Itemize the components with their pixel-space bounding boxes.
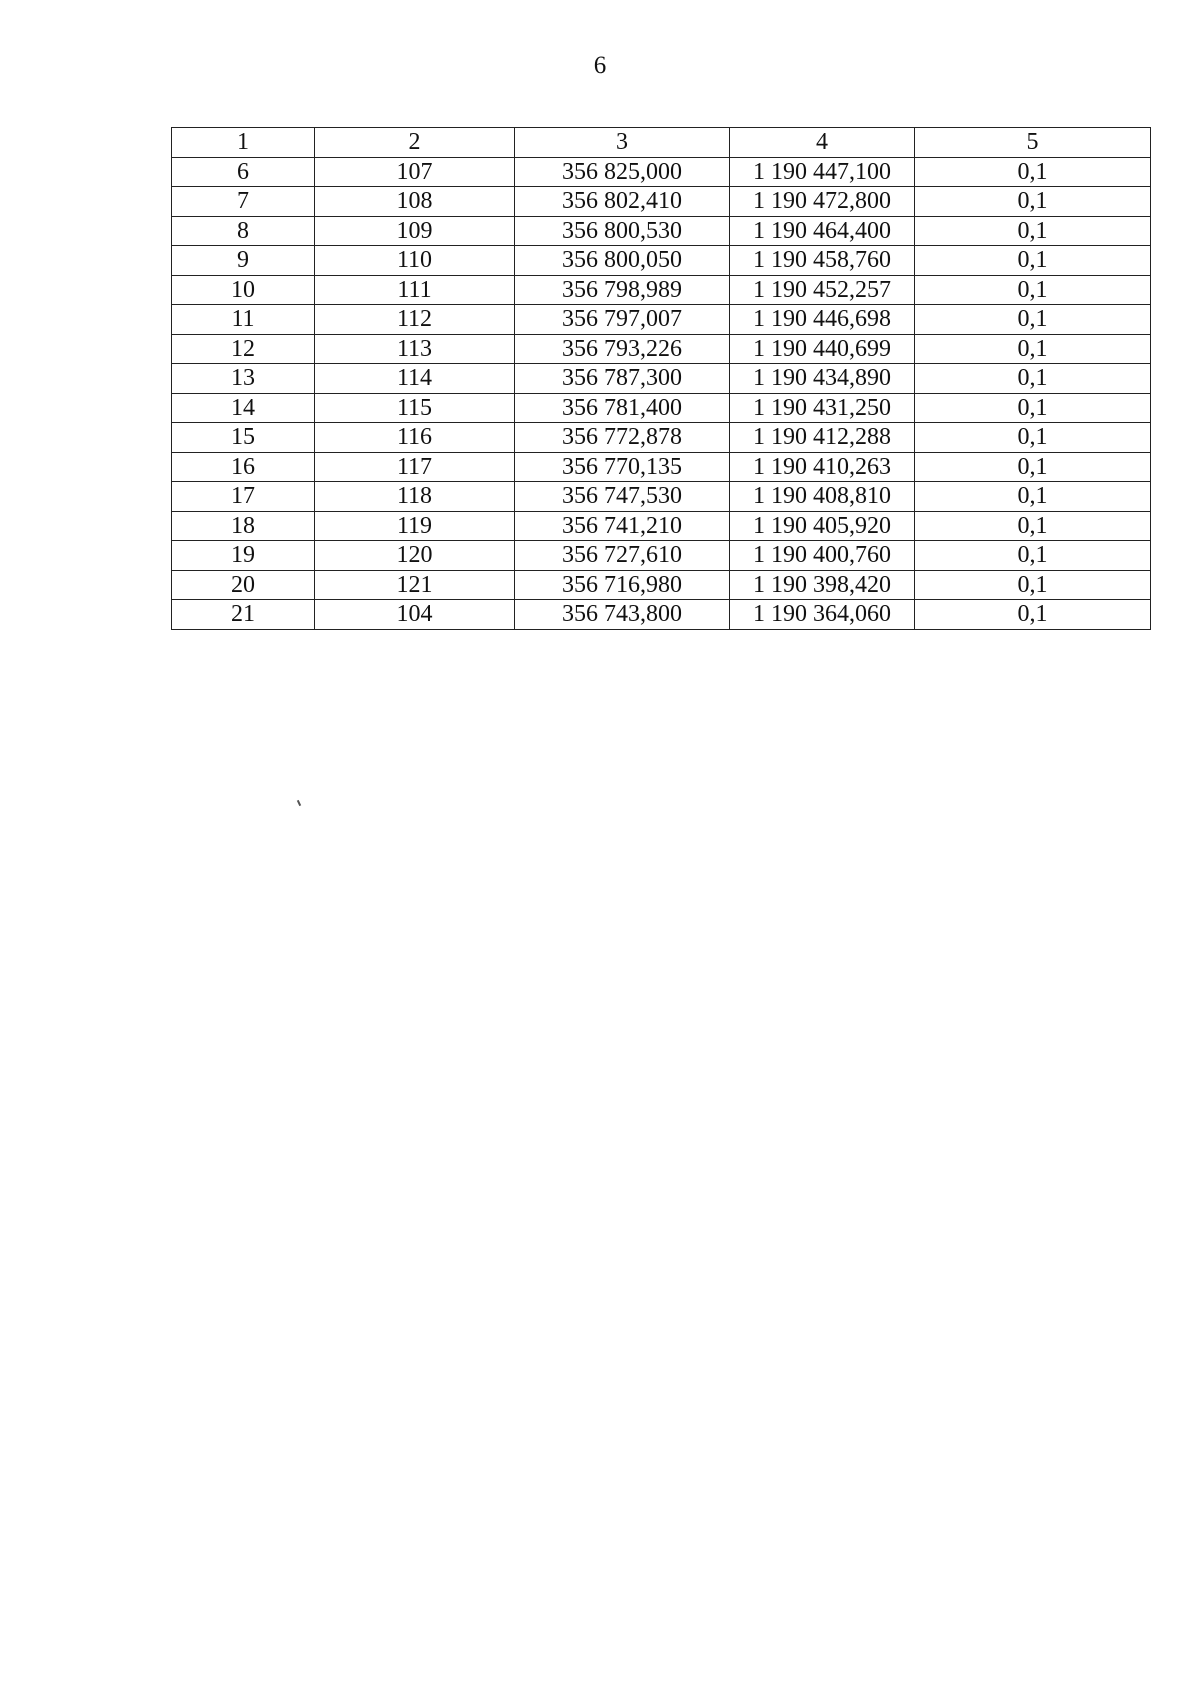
cell-index: 9 [172,246,315,276]
cell-y: 1 190 412,288 [730,423,915,453]
cell-accuracy: 0,1 [915,334,1151,364]
cell-index: 14 [172,393,315,423]
table-row [172,393,1151,423]
cell-y: 1 190 364,060 [730,600,915,630]
table-row [172,541,1151,571]
header-cell-3: 3 [515,128,730,158]
cell-y: 1 190 410,263 [730,452,915,482]
header-cell-5: 5 [915,128,1151,158]
cell-y: 1 190 434,890 [730,364,915,394]
cell-accuracy: 0,1 [915,570,1151,600]
cell-x: 356 716,980 [515,570,730,600]
table-row [172,305,1151,335]
cell-y: 1 190 464,400 [730,216,915,246]
cell-index: 19 [172,541,315,571]
cell-accuracy: 0,1 [915,452,1151,482]
scan-speck [297,800,301,806]
cell-accuracy: 0,1 [915,275,1151,305]
coordinates-table [171,127,1151,630]
cell-accuracy: 0,1 [915,364,1151,394]
header-cell-4: 4 [730,128,915,158]
table-row [172,570,1151,600]
cell-x: 356 772,878 [515,423,730,453]
cell-accuracy: 0,1 [915,511,1151,541]
cell-index: 18 [172,511,315,541]
table-row [172,364,1151,394]
cell-accuracy: 0,1 [915,600,1151,630]
cell-point: 110 [315,246,515,276]
header-cell-2: 2 [315,128,515,158]
cell-point: 113 [315,334,515,364]
cell-index: 11 [172,305,315,335]
cell-x: 356 787,300 [515,364,730,394]
cell-y: 1 190 446,698 [730,305,915,335]
table-row [172,482,1151,512]
cell-x: 356 800,530 [515,216,730,246]
cell-point: 119 [315,511,515,541]
cell-index: 13 [172,364,315,394]
cell-y: 1 190 431,250 [730,393,915,423]
cell-point: 112 [315,305,515,335]
table-header-row [172,128,1151,158]
cell-index: 16 [172,452,315,482]
table-row [172,275,1151,305]
cell-index: 20 [172,570,315,600]
table-row [172,452,1151,482]
cell-y: 1 190 440,699 [730,334,915,364]
cell-index: 6 [172,157,315,187]
cell-accuracy: 0,1 [915,423,1151,453]
cell-x: 356 741,210 [515,511,730,541]
cell-point: 117 [315,452,515,482]
cell-point: 121 [315,570,515,600]
table-row [172,511,1151,541]
cell-accuracy: 0,1 [915,393,1151,423]
cell-accuracy: 0,1 [915,482,1151,512]
table-row [172,157,1151,187]
table-row [172,187,1151,217]
cell-index: 15 [172,423,315,453]
cell-x: 356 802,410 [515,187,730,217]
table-row [172,246,1151,276]
cell-index: 21 [172,600,315,630]
cell-point: 120 [315,541,515,571]
cell-point: 104 [315,600,515,630]
cell-accuracy: 0,1 [915,216,1151,246]
cell-accuracy: 0,1 [915,187,1151,217]
cell-x: 356 797,007 [515,305,730,335]
cell-y: 1 190 398,420 [730,570,915,600]
cell-accuracy: 0,1 [915,541,1151,571]
table-row [172,600,1151,630]
cell-point: 109 [315,216,515,246]
cell-y: 1 190 472,800 [730,187,915,217]
table-row [172,216,1151,246]
cell-point: 116 [315,423,515,453]
cell-x: 356 825,000 [515,157,730,187]
cell-x: 356 781,400 [515,393,730,423]
page-number: 6 [593,52,607,79]
cell-point: 107 [315,157,515,187]
cell-index: 7 [172,187,315,217]
cell-point: 108 [315,187,515,217]
cell-y: 1 190 447,100 [730,157,915,187]
cell-accuracy: 0,1 [915,305,1151,335]
cell-point: 111 [315,275,515,305]
cell-y: 1 190 452,257 [730,275,915,305]
cell-y: 1 190 408,810 [730,482,915,512]
cell-x: 356 798,989 [515,275,730,305]
cell-y: 1 190 405,920 [730,511,915,541]
cell-x: 356 743,800 [515,600,730,630]
cell-x: 356 770,135 [515,452,730,482]
cell-x: 356 727,610 [515,541,730,571]
cell-point: 118 [315,482,515,512]
table-row [172,423,1151,453]
cell-index: 17 [172,482,315,512]
cell-y: 1 190 400,760 [730,541,915,571]
cell-point: 114 [315,364,515,394]
cell-accuracy: 0,1 [915,246,1151,276]
cell-x: 356 800,050 [515,246,730,276]
cell-x: 356 793,226 [515,334,730,364]
cell-index: 10 [172,275,315,305]
cell-y: 1 190 458,760 [730,246,915,276]
cell-x: 356 747,530 [515,482,730,512]
table-row [172,334,1151,364]
cell-accuracy: 0,1 [915,157,1151,187]
cell-point: 115 [315,393,515,423]
cell-index: 12 [172,334,315,364]
header-cell-1: 1 [172,128,315,158]
cell-index: 8 [172,216,315,246]
